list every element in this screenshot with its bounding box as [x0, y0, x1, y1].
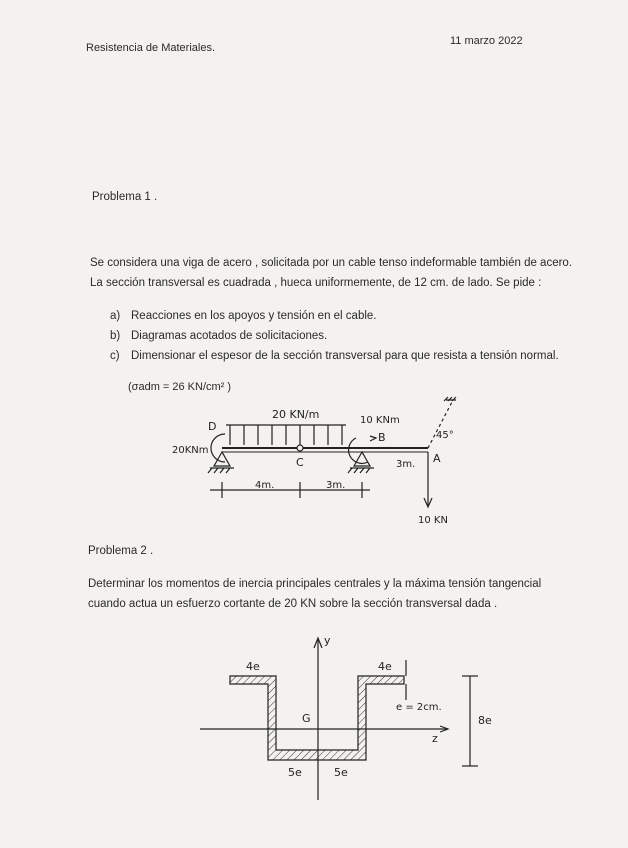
item-letter: c)	[110, 350, 120, 362]
allowable-stress: (σadm = 26 KN/cm² )	[128, 381, 232, 393]
label-5e-left: 5e	[288, 766, 302, 779]
problem-2-text-line-1: Determinar los momentos de inercia principales centrales y la máxima tensión tangencial	[88, 578, 542, 590]
cross-section-shape	[230, 676, 404, 760]
item-text: Diagramas acotados de solicitaciones.	[131, 330, 328, 342]
problem-2-title: Problema 2 .	[88, 545, 154, 557]
label-3m-right: 3m.	[396, 459, 416, 470]
label-4e-right: 4e	[378, 660, 392, 673]
label-d: D	[208, 420, 217, 433]
label-angle: 45°	[436, 430, 454, 441]
label-5e-right: 5e	[334, 766, 348, 779]
label-moment-right: 10 KNm	[360, 415, 400, 426]
label-a: A	[433, 452, 441, 465]
label-e: e = 2cm.	[396, 702, 442, 713]
label-3m-dim: 3m.	[326, 480, 346, 491]
label-g: G	[302, 712, 311, 725]
label-c: C	[296, 456, 304, 469]
label-dist-load: 20 KN/m	[272, 408, 320, 421]
problem-2-text-line-2: cuando actua un esfuerzo cortante de 20 KN sobre la sección transversal dada .	[88, 598, 498, 610]
label-moment-left: 20KNm	[172, 445, 209, 456]
problem-1-title: Problema 1 .	[92, 191, 158, 203]
label-b: B	[378, 431, 386, 444]
item-text: Reacciones en los apoyos y tensión en el cable.	[131, 310, 377, 322]
item-letter: a)	[110, 310, 121, 322]
problem-1-intro-line-1: Se considera una viga de acero , solicitada por un cable tenso indeformable también de acero.	[90, 257, 573, 269]
item-text: Dimensionar el espesor de la sección transversal para que resista a tensión normal.	[131, 350, 559, 362]
item-letter: b)	[110, 330, 121, 342]
course-title: Resistencia de Materiales.	[86, 42, 216, 54]
label-8e: 8e	[478, 714, 492, 727]
label-force: 10 KN	[418, 515, 448, 526]
label-y: y	[324, 634, 331, 647]
label-z: z	[432, 732, 438, 745]
label-4m: 4m.	[255, 480, 275, 491]
problem-1-intro-line-2: La sección transversal es cuadrada , hueca uniformemente, de 12 cm. de lado. Se pide :	[90, 277, 542, 289]
label-4e-left: 4e	[246, 660, 260, 673]
exam-date: 11 marzo 2022	[450, 35, 523, 47]
